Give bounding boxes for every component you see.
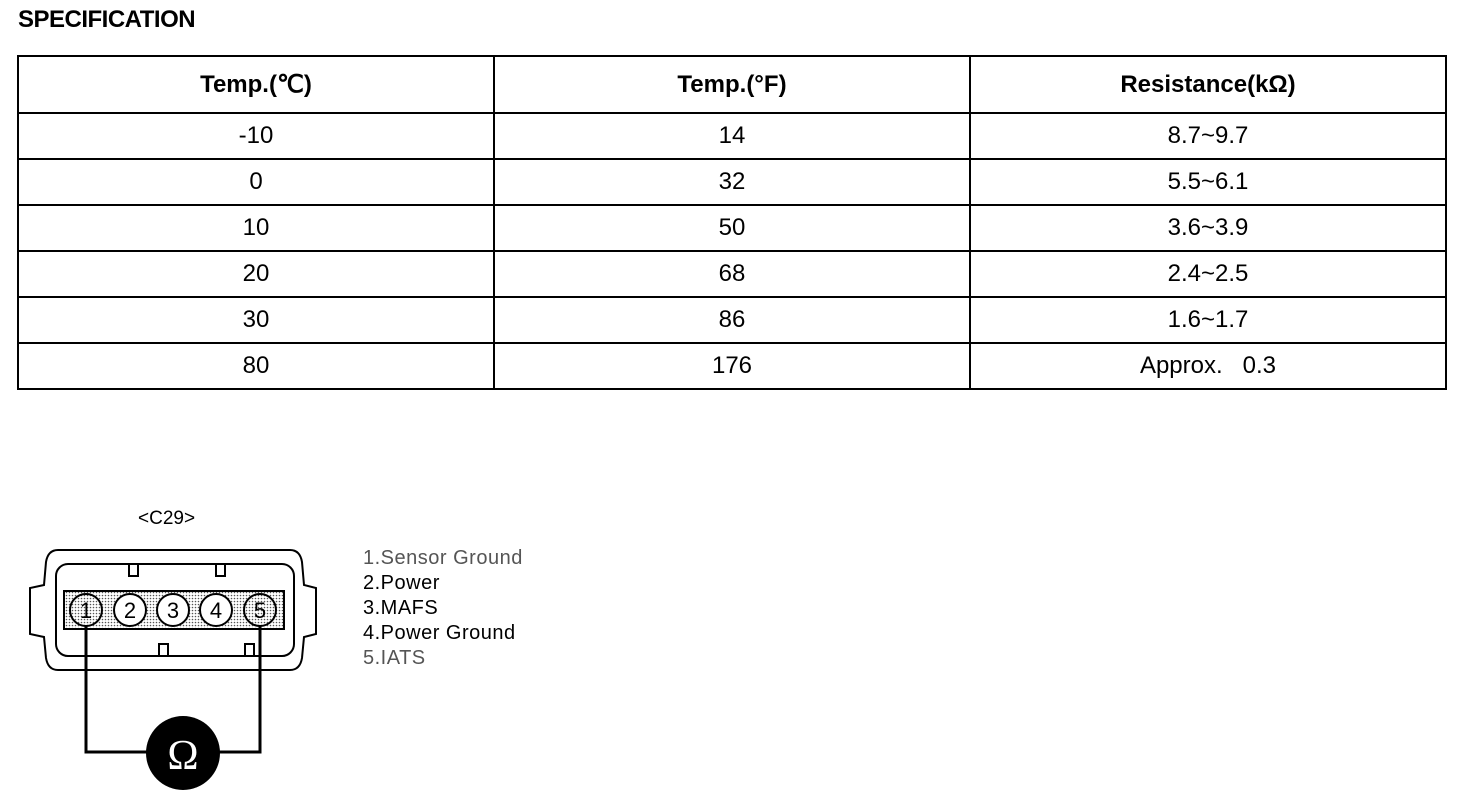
- specification-table: [17, 55, 1447, 390]
- connector-diagram: [20, 540, 340, 795]
- cell-temp-celsius: 80: [18, 343, 494, 389]
- cell-resistance: 1.6~1.7: [970, 297, 1446, 343]
- pin-3: [157, 594, 189, 626]
- cell-resistance: 2.4~2.5: [970, 251, 1446, 297]
- table-row: [18, 159, 1446, 205]
- connector-label: <C29>: [138, 508, 196, 529]
- table-row: [18, 251, 1446, 297]
- cell-temp-fahrenheit: 86: [494, 297, 970, 343]
- header-temp-celsius: Temp.(℃): [18, 56, 494, 113]
- pin-2: [114, 594, 146, 626]
- legend-item: 1.Sensor Ground: [363, 547, 523, 569]
- cell-temp-celsius: -10: [18, 113, 494, 159]
- cell-resistance: Approx. 0.3: [970, 343, 1446, 389]
- table-row: [18, 113, 1446, 159]
- legend-item: 3.MAFS: [363, 597, 439, 619]
- table-row: [18, 297, 1446, 343]
- cell-temp-celsius: 0: [18, 159, 494, 205]
- cell-temp-celsius: 30: [18, 297, 494, 343]
- table-row: [18, 343, 1446, 389]
- header-temp-fahrenheit: Temp.(°F): [494, 56, 970, 113]
- ohm-symbol: Ω: [167, 733, 199, 779]
- pin-label: 3: [166, 598, 180, 623]
- cell-resistance: 5.5~6.1: [970, 159, 1446, 205]
- pin-4: [200, 594, 232, 626]
- connector-key: [216, 564, 225, 576]
- pin-label: 4: [209, 598, 223, 623]
- cell-temp-fahrenheit: 68: [494, 251, 970, 297]
- cell-temp-fahrenheit: 176: [494, 343, 970, 389]
- connector-key: [159, 644, 168, 656]
- cell-resistance: 3.6~3.9: [970, 205, 1446, 251]
- cell-temp-celsius: 20: [18, 251, 494, 297]
- pin-5: [244, 594, 276, 626]
- connector-key: [129, 564, 138, 576]
- cell-resistance: 8.7~9.7: [970, 113, 1446, 159]
- cell-temp-celsius: 10: [18, 205, 494, 251]
- connector-key: [245, 644, 254, 656]
- page-title: SPECIFICATION: [18, 6, 196, 33]
- table-header-row: [18, 56, 1446, 113]
- pin-legend: [363, 546, 523, 671]
- pin-label: 5: [253, 598, 267, 623]
- cell-temp-fahrenheit: 32: [494, 159, 970, 205]
- cell-temp-fahrenheit: 50: [494, 205, 970, 251]
- pin-1: [70, 594, 102, 626]
- cell-temp-fahrenheit: 14: [494, 113, 970, 159]
- table-row: [18, 205, 1446, 251]
- legend-item: 5.IATS: [363, 647, 426, 669]
- pin-label: 2: [123, 598, 137, 623]
- ohmmeter-icon: [146, 716, 220, 790]
- legend-item: 4.Power Ground: [363, 622, 516, 644]
- pin-label: 1: [79, 598, 93, 623]
- legend-item: 2.Power: [363, 572, 440, 594]
- header-resistance: Resistance(kΩ): [970, 56, 1446, 113]
